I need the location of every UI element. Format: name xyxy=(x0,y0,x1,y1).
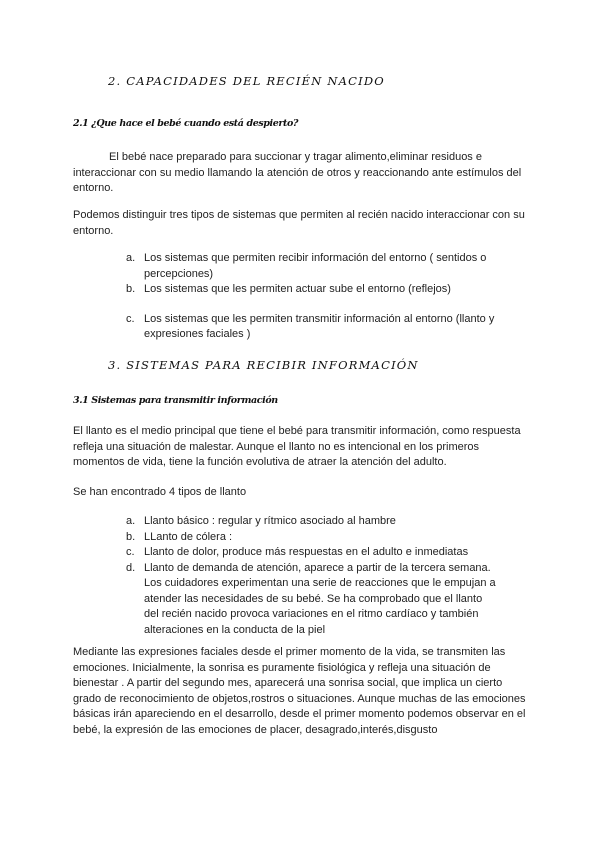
paragraph-llanto: El llanto es el medio principal que tiene el bebé para transmitir información, como respuesta refleja una situación de malestar. Aunque el llanto no es intencional en los primeros momentos de vida, tiene la función evolutiva de atraer la atención del adulto. xyxy=(73,425,521,468)
paragraph-tipos-llanto: Se han encontrado 4 tipos de llanto xyxy=(73,486,247,498)
list-item xyxy=(0,312,496,343)
list-item xyxy=(0,530,496,546)
paragraph-bebe-nace: El bebé nace preparado para succionar y tragar alimento,eliminar residuos e interaccionar con su medio llamando la atención de otros y reaccionando ante estímulos del entorno. xyxy=(73,151,522,194)
list-marker: c. xyxy=(126,546,135,558)
list-tipos-llanto xyxy=(0,514,600,638)
list-marker: a. xyxy=(126,252,136,264)
list-item-text: Llanto de dolor, produce más respuestas en el adulto e inmediatas xyxy=(144,546,469,558)
list-sistemas xyxy=(0,251,600,343)
list-marker: d. xyxy=(126,561,136,574)
list-item-text: LLanto de cólera : xyxy=(144,530,233,543)
list-item-text: Llanto de demanda de atención, aparece a partir de la tercera semana. Los cuidadores experimentan una serie de reacciones que le empujan a atender las necesidades de su bebé. Se ha comprobado que el llanto del recién nacido provoca variaciones en el ritmo cardíaco y también alteraciones en la conducta de la piel xyxy=(144,561,496,636)
list-marker: b. xyxy=(126,283,136,295)
list-item xyxy=(0,514,496,530)
list-item-text: Llanto básico : regular y rítmico asociado al hambre xyxy=(144,515,396,527)
list-marker: a. xyxy=(126,515,136,527)
paragraph-expresiones-faciales: Mediante las expresiones faciales desde el primer momento de la vida, se transmiten las emociones. Inicialmente, la sonrisa es puramente fisiológica y refleja una situación de bienestar . A partir del segundo mes, aparecerá una sonrisa social, que implica un cierto grado de reconocimiento de objetos,rostros o situaciones. Aunque muchas de las emociones básicas irán apareciendo en el desarrollo, desde el primer momento podemos observar en el bebé, la expresión de las emociones de placer, desagrado,interés,disgusto xyxy=(73,646,526,736)
list-item xyxy=(0,251,496,282)
subsection-heading-3-1: 3.1 Sistemas para transmitir información xyxy=(73,395,278,406)
list-marker: c. xyxy=(126,312,135,325)
list-item xyxy=(0,545,496,561)
list-item-text: Los sistemas que permiten recibir información del entorno ( sentidos o percepciones) xyxy=(144,252,487,280)
list-item xyxy=(0,561,496,639)
subsection-heading-2-1: 2.1 ¿Que hace el bebé cuando está despierto? xyxy=(73,118,299,129)
list-item xyxy=(0,282,496,298)
paragraph-tipos-sistemas: Podemos distinguir tres tipos de sistemas que permiten al recién nacido interaccionar con su entorno. xyxy=(73,209,525,237)
list-marker: b. xyxy=(126,530,136,543)
section-heading-2: 2. CAPACIDADES DEL RECIÉN NACIDO xyxy=(108,74,385,88)
list-item-text: Los sistemas que les permiten actuar sube el entorno (reflejos) xyxy=(144,283,451,295)
list-item-text: Los sistemas que les permiten transmitir información al entorno (llanto y expresiones faciales ) xyxy=(144,312,495,340)
section-heading-3: 3. SISTEMAS PARA RECIBIR INFORMACIÓN xyxy=(108,358,419,372)
